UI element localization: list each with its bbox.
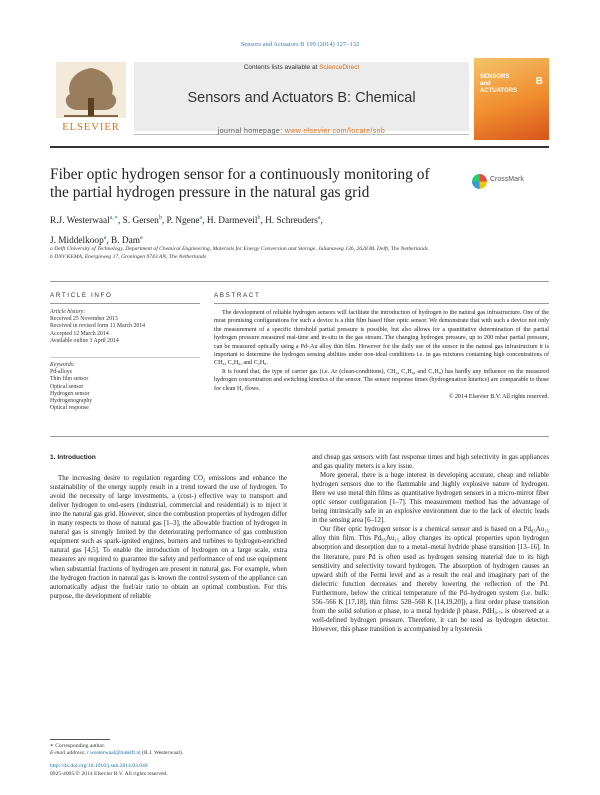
author[interactable]: S. Gersen$^b$ — [122, 215, 162, 227]
affiliation-divider — [50, 281, 549, 282]
keywords — [50, 362, 200, 412]
body-paragraph: The increasing desire to regulation regarding CO₂ emissions and enhance the sustainability of the energy supply result in a trend toward the use of hydrogen. To avoid the necessity of large investments, a (cost-) effective way to transport and deliver hydrogen to end-users (industrial, commercial and residential) is to inject it into the natural gas grid. However, since the combustion properties of hydrogen differ in many respects to those of natural gas [1–3], the allowable fraction of hydrogen in natural gas is strongly limited by the deteriorating performance of gas combustion equipment such as spark-ignited engines, burners and turbines to hydrogen-enriched natural gas [4,5]. To enable the introduction of hydrogen on a large scale, extra measures are required to guarantee the safety and performance of end use equipment when substantial fractions of hydrogen are present in natural gas. For example, when the hydrogen fraction in natural gas is known the control system of the appliance can automatically adjust the fuel/air ratio to obtain an optimal combustion. For this purpose, the development of reliable — [50, 475, 287, 600]
keywords-label: Keywords: — [50, 362, 75, 368]
body-paragraph: More general, there is a huge interest in developing accurate, cheap and reliable hydrogen sensors due to the flammable and highly explosive nature of hydrogen. Here we use metal thin films as quantitative hydrogen sensors in a micro-mirror fiber optic sensor configuration [1–7]. This measurement method has the advantage of being intrinsically safe in an explosive environment due to the lack of electric leads in the sensing area [6–12]. — [312, 472, 549, 525]
author[interactable]: P. Ngene$^a$ — [166, 215, 203, 227]
article-title: Fiber optic hydrogen sensor for a continuously monitoring of the partial hydrogen pressure in the natural gas grid — [50, 166, 430, 201]
elsevier-logo — [50, 58, 132, 140]
crossmark-button[interactable] — [472, 173, 552, 191]
body-right-column — [312, 453, 549, 634]
issn-line: 0925-4005/© 2014 Elsevier B.V. All rights reserved. — [50, 770, 168, 777]
journal-name: Sensors and Actuators B: Chemical — [187, 90, 416, 106]
affiliation-b: b DNV KEMA, Energieweg 17, Groningen 9743 AN, The Netherlands — [50, 254, 206, 260]
history-item: Received 25 November 2013 — [50, 316, 118, 323]
history-item: Available online 3 April 2014 — [50, 337, 119, 344]
author-list: R.J. Westerwaal$^{a,∗}$, S. Gersen$^b$, P. Ngene$^a$, H. Darmeveil$^b$, H. Schreuders$^a$, J. Middelkoop$^a$, B. Dam$^a$ — [50, 215, 323, 247]
article-info-heading: ARTICLE INFO — [50, 292, 113, 299]
email-label: E-mail address: — [50, 750, 88, 757]
history-item: Accepted 12 March 2014 — [50, 330, 109, 337]
body-paragraph: Our fiber optic hydrogen sensor is a chemical sensor and is based on a Pd₈₅Au₁₅ alloy thin film. This Pd₈₅Au₁₅ alloy changes its optical properties upon hydrogen absorption and desorption due to a metal–metal hydride phase transition [13–16]. In the literature, pure Pd is often used as hydrogen sensing material due to its high sensitivity and selectivity toward hydrogen. The absorption of hydrogen causes an upward shift of the Fermi level and as a result the real and imaginary part of the dielectric function decreases and thereby lowering the reflection of the Pd. Furthermore, below the critical temperature of the Pd–hydrogen system (i.e. bulk: 556–566 K [17,18], thin films: 528–568 K [14,19,20]), a first order phase transition from the solid solution α phase, to a metal hydride β phase, PdH₀.₇, is observed at a well-defined hydrogen pressure. Therefore, it can be used as hydrogen detector. However, this phase transition is accompanied by a hysteresis — [312, 526, 549, 633]
sciencedirect-link[interactable]: ScienceDirect — [319, 64, 360, 71]
author[interactable]: J. Middelkoop$^a$ — [50, 235, 107, 247]
affiliations — [50, 245, 520, 261]
article-history — [50, 309, 200, 345]
corresponding-author-note: ∗ Corresponding author. — [50, 743, 106, 749]
keyword: Optical sensor — [50, 383, 84, 390]
publisher-name: ELSEVIER — [62, 122, 120, 133]
author[interactable]: H. Schreuders$^a$ — [265, 215, 321, 227]
body-paragraph: and cheap gas sensors with fast response times and high selectivity in gas appliances and gas quality meters is a key issue. — [312, 454, 549, 471]
crossmark-icon — [472, 174, 487, 189]
journal-banner — [50, 58, 549, 140]
affiliation-a: a Delft University of Technology, Department of Chemical Engineering, Materials for Energy Conversion and Storage, Julianaweg 136, 2628 BL Delft, The Netherlands — [50, 246, 428, 252]
banner-divider — [50, 146, 549, 148]
abstract-paragraph: The development of reliable hydrogen sensors will facilitate the introduction of hydrogen to the natural gas infrastructure. One of the most promising configurations for such a device is a thin film based fiber optic sensor. We demonstrate that with such a device not only the measurement of a specific threshold partial pressure is possible, but also allows for a quantitative determination of the partial hydrogen pressure measured real-time and in-situ in the gas stream. The changing hydrogen pressure, up to 200 mbar partial pressure, can be measured optically using a Pd–Au alloy thin film. However for the daily use of the sensor in the natural gas infrastructure it is important to determine the hydrogen sensing abilities under non-ideal conditions i.e. in gas mixtures containing high concentrations of CH₄, C₂H₆, and C₃H₈. — [214, 310, 549, 367]
homepage-link[interactable]: www.elsevier.com/locate/snb — [284, 128, 386, 135]
homepage-prefix: journal homepage: — [217, 128, 285, 135]
email-line — [50, 750, 287, 757]
abstract-copyright: © 2014 Elsevier B.V. All rights reserved. — [448, 394, 549, 401]
author[interactable]: B. Dam$^a$ — [111, 235, 143, 247]
cover-letter: B — [535, 76, 543, 87]
contents-line — [134, 64, 469, 71]
abstract-divider — [50, 436, 549, 437]
keyword: Optical response — [50, 405, 89, 412]
footnote-rule — [50, 739, 110, 740]
author[interactable]: R.J. Westerwaal$^{a,∗}$ — [50, 215, 119, 227]
history-item: Received in revised form 11 March 2014 — [50, 323, 146, 330]
cover-title: SENSORS and ACTUATORS — [480, 74, 518, 94]
body-left-column — [50, 453, 287, 601]
doi-link[interactable]: http://dx.doi.org/10.1016/j.snb.2014.03.048 — [50, 763, 148, 770]
keyword: Thin film sensor — [50, 376, 89, 383]
journal-homepage — [134, 128, 469, 135]
journal-citation-link[interactable]: Sensors and Actuators B 199 (2014) 127–132 — [240, 41, 360, 48]
journal-header-band — [134, 62, 469, 131]
abstract-paragraph: It is found that, the type of carrier gas (i.e. Ar (clean-conditions), CH₄, C₂H₆, and C₃H₈) has hardly any influence on the measured hydrogen concentration and switching kinetics of the sensor. The sensor response times (hydrogenation kinetics) are comparable to those for clean H₂ flows. — [214, 368, 549, 392]
author[interactable]: H. Darmeveil$^b$ — [206, 215, 261, 227]
history-label: Article history: — [50, 309, 86, 315]
email-suffix: (R.J. Westerwaal). — [140, 750, 184, 757]
abstract-heading: ABSTRACT — [214, 292, 261, 299]
keyword: Pd-alloys — [50, 369, 72, 376]
journal-cover — [474, 58, 549, 140]
abstract-body — [214, 309, 549, 401]
footnote — [50, 743, 287, 778]
keyword: Hydrogenography — [50, 398, 93, 405]
email-link[interactable]: r.westerwaal@tudelft.nl — [87, 750, 141, 757]
keyword: Hydrogen sensor — [50, 390, 90, 397]
section-heading-introduction: 1. Introduction — [50, 454, 96, 461]
crossmark-label: CrossMark — [490, 176, 524, 183]
contents-prefix: Contents lists available at — [243, 64, 320, 71]
